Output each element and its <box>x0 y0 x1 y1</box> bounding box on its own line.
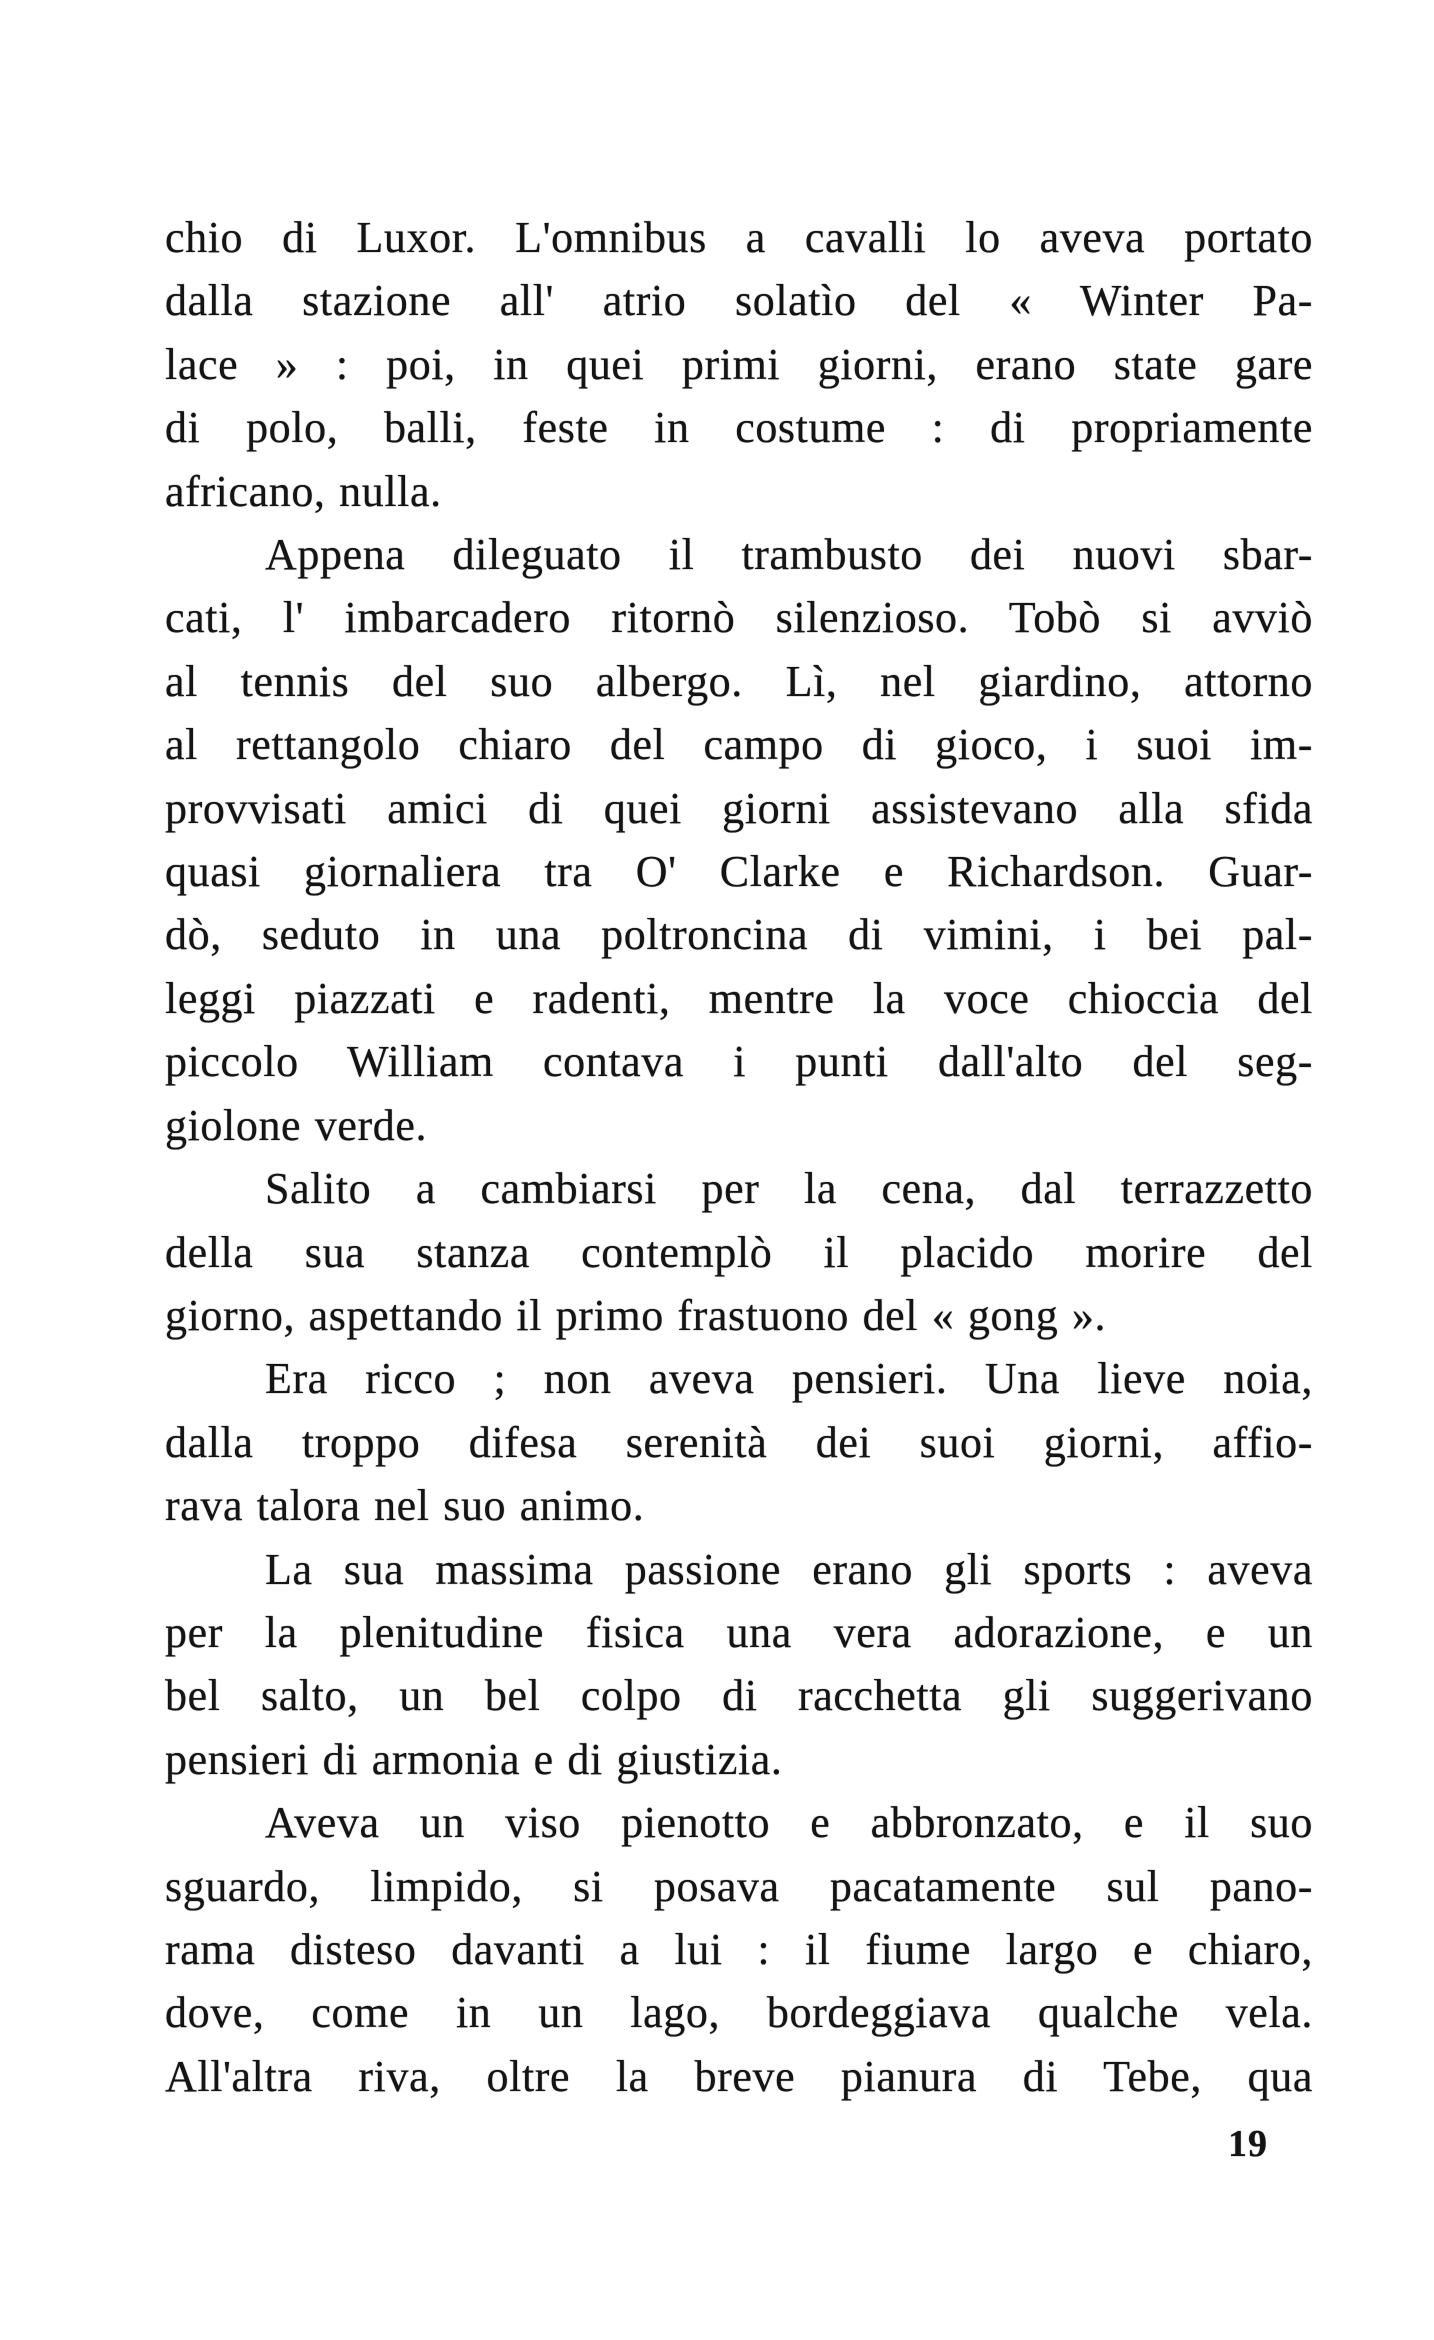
text-line: provvisati amici di quei giorni assistevano alla sfida <box>165 783 1313 833</box>
text-line: piccolo William contava i punti dall'alto del seg- <box>165 1037 1313 1087</box>
text-line: sguardo, limpido, si posava pacatamente sul pano- <box>165 1861 1313 1911</box>
text-line: Aveva un viso pienotto e abbronzato, e il suo <box>265 1798 1313 1848</box>
text-line: rava talora nel suo animo. <box>165 1481 645 1531</box>
text-line: quasi giornaliera tra O' Clarke e Richardson. Guar- <box>165 847 1313 897</box>
text-line: di polo, balli, feste in costume : di propriamente <box>165 403 1313 453</box>
text-line: africano, nulla. <box>165 466 442 516</box>
text-line: La sua massima passione erano gli sports : aveva <box>265 1544 1313 1594</box>
text-line: pensieri di armonia e di giustizia. <box>165 1734 783 1784</box>
text-line: giolone verde. <box>165 1100 428 1150</box>
text-column <box>165 206 1313 2108</box>
text-line: al tennis del suo albergo. Lì, nel giardino, attorno <box>165 656 1313 706</box>
text-line: cati, l' imbarcadero ritornò silenzioso. Tobò si avviò <box>165 593 1313 643</box>
text-line: Appena dileguato il trambusto dei nuovi sbar- <box>265 530 1313 580</box>
text-line: dalla troppo difesa serenità dei suoi giorni, affio- <box>165 1417 1313 1467</box>
text-line: All'altra riva, oltre la breve pianura di Tebe, qua <box>165 2051 1313 2101</box>
text-line: della sua stanza contemplò il placido morire del <box>165 1227 1313 1277</box>
text-line: chio di Luxor. L'omnibus a cavalli lo aveva portato <box>165 213 1313 262</box>
text-line: dò, seduto in una poltroncina di vimini, i bei pal- <box>165 910 1313 960</box>
text-line: giorno, aspettando il primo frastuono del « gong ». <box>165 1290 1107 1340</box>
text-line: Salito a cambiarsi per la cena, dal terrazzetto <box>265 1164 1313 1214</box>
text-line: Era ricco ; non aveva pensieri. Una lieve noia, <box>265 1354 1313 1404</box>
text-line: rama disteso davanti a lui : il fiume largo e chiaro, <box>165 1924 1313 1974</box>
text-line: bel salto, un bel colpo di racchetta gli suggerivano <box>165 1671 1313 1721</box>
text-line: leggi piazzati e radenti, mentre la voce chioccia del <box>165 973 1313 1023</box>
page-number: 19 <box>1228 2123 1268 2165</box>
text-line: dalla stazione all' atrio solatìo del « Winter Pa- <box>165 276 1313 326</box>
text-line: per la plenitudine fisica una vera adorazione, e un <box>165 1607 1313 1657</box>
text-line: al rettangolo chiaro del campo di gioco, i suoi im- <box>165 720 1313 770</box>
text-line: lace » : poi, in quei primi giorni, erano state gare <box>165 339 1313 389</box>
text-line: dove, come in un lago, bordeggiava qualche vela. <box>165 1988 1313 2038</box>
